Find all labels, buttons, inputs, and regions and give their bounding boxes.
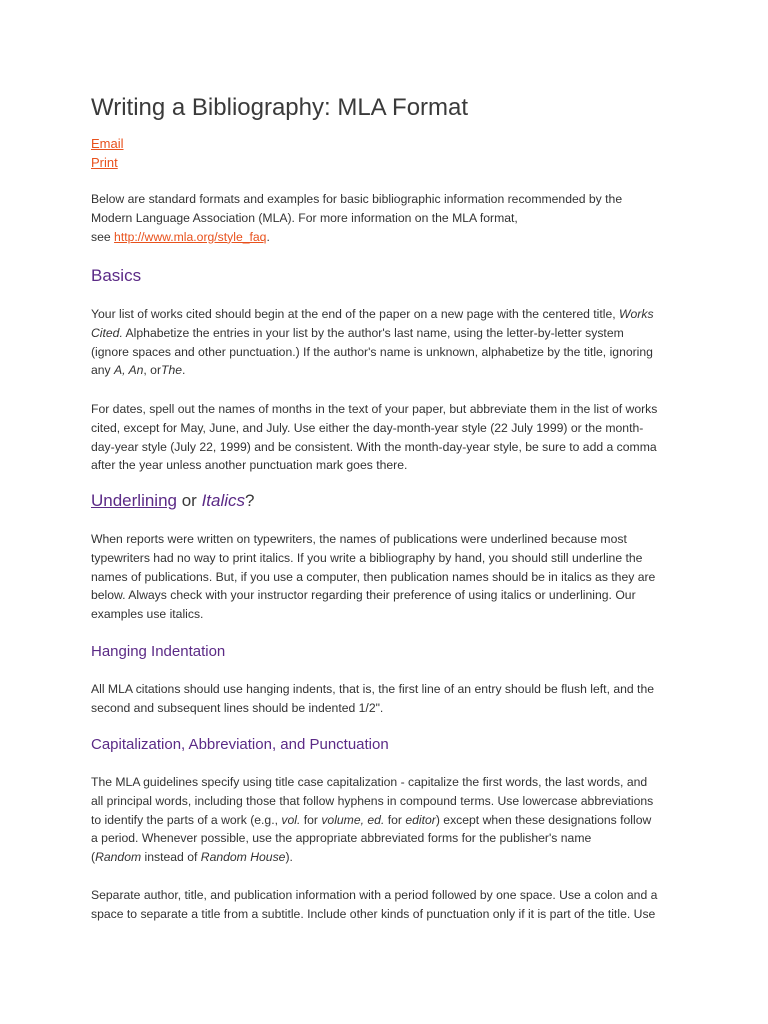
abbrev-italic: volume, ed. xyxy=(321,812,385,827)
caps-text: ) except when these designations follow xyxy=(435,812,652,827)
hanging-indentation-heading: Hanging Indentation xyxy=(91,643,226,660)
basics-line xyxy=(91,324,681,343)
basics-text: . xyxy=(182,363,186,378)
heading-or: or xyxy=(177,491,202,510)
intro-line: Below are standard formats and examples for basic bibliographic information recommended by the xyxy=(91,192,623,206)
article-italic: The xyxy=(161,363,183,378)
underlining-word: Underlining xyxy=(91,491,177,510)
punctuation-line: Separate author, title, and publication information with a period followed by one space. Use a colon and a xyxy=(91,888,658,902)
heading-question-mark: ? xyxy=(245,491,255,510)
basics-heading: Basics xyxy=(91,266,142,285)
underlining-line: names of publications. But, if you use a computer, then publication names should be in italics as they are xyxy=(91,569,656,584)
basics-line xyxy=(91,305,681,324)
abbrev-italic: vol. xyxy=(281,812,301,827)
intro-period: . xyxy=(266,229,270,244)
punctuation-line: space to separate a title from a subtitle. Include other kinds of punctuation only if it is part of the title. Use xyxy=(91,906,656,921)
dates-line: after the year unless another punctuation mark goes there. xyxy=(91,458,408,473)
intro-line: Modern Language Association (MLA). For more information on the MLA format, xyxy=(91,210,518,225)
print-link[interactable]: Print xyxy=(91,155,118,170)
underlining-line: examples use italics. xyxy=(91,607,204,622)
caps-text: for xyxy=(384,812,406,827)
basics-line xyxy=(91,361,681,380)
capitalization-paragraph-2 xyxy=(91,886,681,924)
underlining-line: When reports were written on typewriters, the names of publications were underlined because most xyxy=(91,532,627,546)
caps-line xyxy=(91,848,681,867)
capitalization-paragraph-1 xyxy=(91,773,681,867)
caps-text: ). xyxy=(285,850,293,865)
page-title: Writing a Bibliography: MLA Format xyxy=(91,94,469,121)
hanging-line: second and subsequent lines should be indented 1/2". xyxy=(91,700,384,715)
basics-text: , or xyxy=(143,363,162,378)
action-links xyxy=(91,134,124,172)
italics-word: Italics xyxy=(201,491,246,510)
abbrev-italic: editor xyxy=(405,812,436,827)
basics-text: Your list of works cited should begin at the end of the paper on a new page with the centered title, xyxy=(91,307,620,321)
article-italic: A, An xyxy=(114,363,144,378)
caps-line: The MLA guidelines specify using title case capitalization - capitalize the first words, the last words, and xyxy=(91,775,648,789)
works-cited-italic: Cited. xyxy=(91,325,123,340)
caps-line: all principal words, including those that follow hyphens in compound terms. Use lowercase abbreviations xyxy=(91,793,654,808)
publisher-italic: Random House xyxy=(200,850,286,865)
dates-line: cited, except for May, June, and July. Use either the day-month-year style (22 July 1999) or the month- xyxy=(91,420,644,435)
underlining-line: below. Always check with your instructor regarding their preference of using italics or underlining. Our xyxy=(91,588,636,603)
basics-paragraph-2 xyxy=(91,400,681,475)
caps-text: ( xyxy=(91,850,96,865)
underlining-paragraph xyxy=(91,530,681,624)
caps-text: for xyxy=(300,812,322,827)
capitalization-heading: Capitalization, Abbreviation, and Punctuation xyxy=(91,736,389,753)
basics-text: Alphabetize the entries in your list by the author's last name, using the letter-by-letter system xyxy=(122,325,624,340)
basics-text: any xyxy=(91,363,115,378)
caps-line: a period. Whenever possible, use the appropriate abbreviated forms for the publisher's name xyxy=(91,831,592,846)
publisher-italic: Random xyxy=(95,850,142,865)
hanging-line: All MLA citations should use hanging indents, that is, the first line of an entry should be flush left, and the xyxy=(91,682,654,696)
dates-line: day-year style (July 22, 1999) and be consistent. With the month-day-year style, be sure to add a comma xyxy=(91,439,657,454)
dates-line: For dates, spell out the names of months in the text of your paper, but abbreviate them in the list of works xyxy=(91,402,658,416)
underlining-heading xyxy=(91,490,255,512)
underlining-line: typewriters had no way to print italics. If you write a bibliography by hand, you should still underline the xyxy=(91,550,643,565)
basics-paragraph-1 xyxy=(91,305,681,380)
hanging-paragraph xyxy=(91,680,681,718)
intro-see-text: see xyxy=(91,229,115,244)
email-link[interactable]: Email xyxy=(91,136,124,151)
intro-paragraph xyxy=(91,190,681,246)
caps-line xyxy=(91,811,681,830)
intro-line xyxy=(91,228,681,247)
works-cited-italic: Works xyxy=(619,307,654,321)
basics-line: (ignore spaces and other punctuation.) If the author's name is unknown, alphabetize by the title, ignoring xyxy=(91,344,653,359)
caps-text: to identify the parts of a work (e.g., xyxy=(91,812,282,827)
caps-text: instead of xyxy=(141,850,201,865)
mla-faq-link[interactable]: http://www.mla.org/style_faq xyxy=(114,229,267,244)
